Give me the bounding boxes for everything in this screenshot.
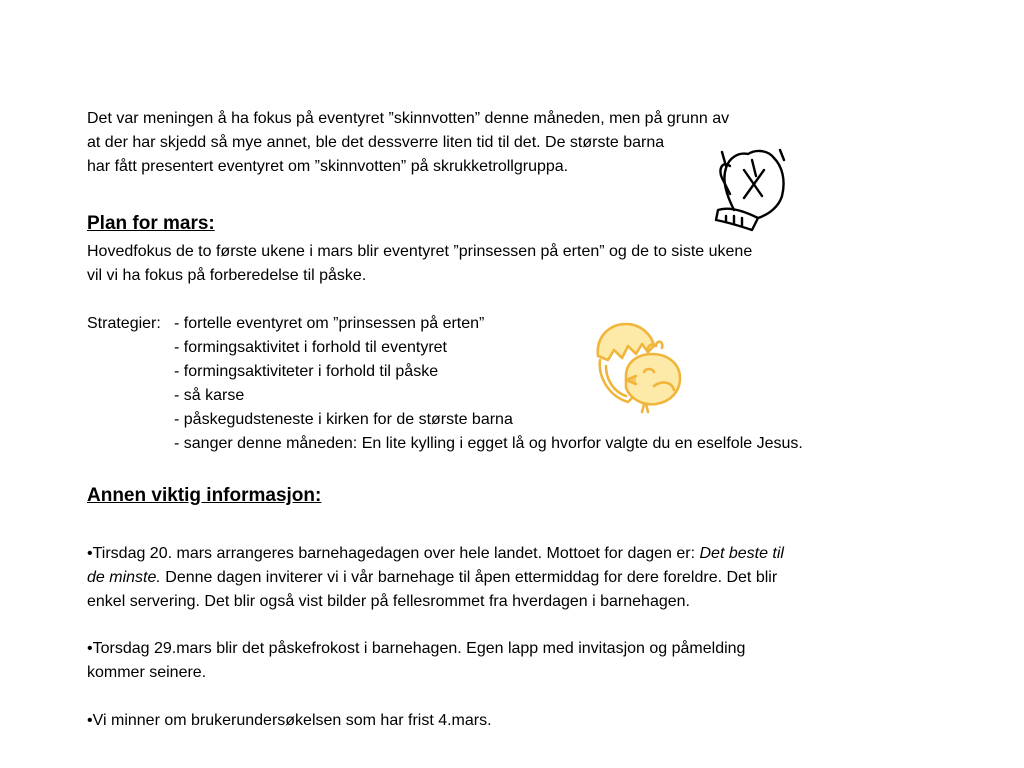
strategies-label: Strategier: xyxy=(87,315,161,332)
intro-line-2: at der har skjedd så mye annet, ble det dessverre liten tid til det. De største barna xyxy=(87,134,665,151)
plan-line-2: vil vi ha fokus på forberedelse til påske. xyxy=(87,267,367,284)
intro-line-1: Det var meningen å ha fokus på eventyret ”skinnvotten” denne måneden, men på grunn av xyxy=(87,110,730,127)
plan-line-1: Hovedfokus de to første ukene i mars blir eventyret ”prinsessen på erten” og de to siste ukene xyxy=(87,243,753,260)
info-bullet-1-line-1 xyxy=(87,542,784,566)
info-bullet-1-text: Denne dagen inviterer vi i vår barnehage til åpen ettermiddag for dere foreldre. Det blir xyxy=(160,569,778,586)
strategy-item: - formingsaktivitet i forhold til eventyret xyxy=(174,339,447,356)
info-bullet-1-line-3: enkel servering. Det blir også vist bilder på fellesrommet fra hverdagen i barnehagen. xyxy=(87,593,690,610)
strategy-item: - formingsaktiviteter i forhold til påske xyxy=(174,363,439,380)
intro-line-3: har fått presentert eventyret om ”skinnvotten” på skrukketrollgruppa. xyxy=(87,158,569,175)
info-bullet-1-line-2 xyxy=(87,566,777,590)
info-bullet-2-line-1: •Torsdag 29.mars blir det påskefrokost i barnehagen. Egen lapp med invitasjon og påmelding xyxy=(87,640,746,657)
plan-heading: Plan for mars: xyxy=(87,213,215,234)
strategy-item: - så karse xyxy=(174,387,245,404)
motto-text-continued: de minste. xyxy=(87,569,161,586)
mitten-illustration xyxy=(712,146,792,232)
strategy-item: - sanger denne måneden: En lite kylling i egget lå og hvorfor valgte du en eselfole Jesus. xyxy=(174,435,803,452)
info-bullet-2-line-2: kommer seinere. xyxy=(87,664,207,681)
easter-chick-illustration xyxy=(590,316,684,414)
info-bullet-3-line-1: •Vi minner om brukerundersøkelsen som har frist 4.mars. xyxy=(87,712,492,729)
motto-text: Det beste til xyxy=(699,545,784,562)
strategy-item: - påskegudsteneste i kirken for de største barna xyxy=(174,411,513,428)
info-heading: Annen viktig informasjon: xyxy=(87,485,322,506)
info-bullet-1-text: •Tirsdag 20. mars arrangeres barnehagedagen over hele landet. Mottoet for dagen er: xyxy=(87,545,700,562)
strategy-item: - fortelle eventyret om ”prinsessen på erten” xyxy=(174,315,485,332)
